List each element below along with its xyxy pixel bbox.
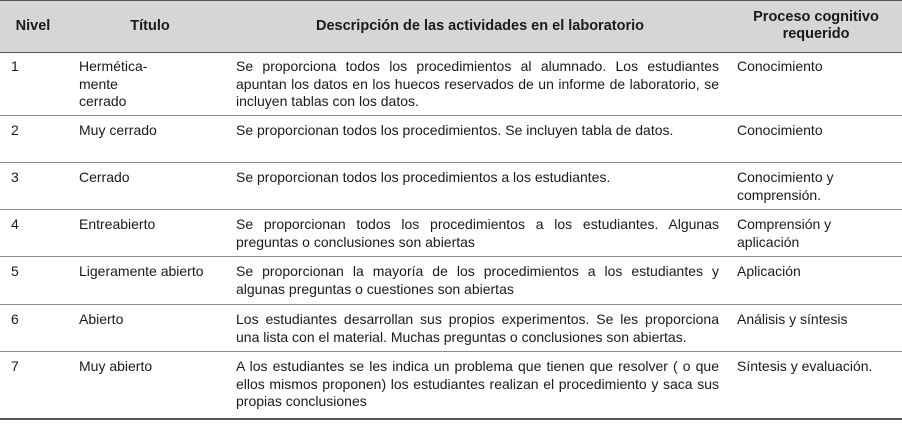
header-nivel: Nivel: [15, 18, 51, 34]
table-row: [0, 352, 902, 420]
header-descripcion: Descripción de las actividades en el laboratorio: [316, 18, 644, 34]
cell-nivel: 5: [11, 263, 19, 279]
header-proceso: Proceso cognitivo requerido: [753, 9, 879, 42]
table-row: [0, 257, 902, 305]
cell-titulo: Abierto: [79, 311, 124, 327]
cell-nivel: 2: [11, 122, 19, 138]
cell-titulo: Hermética- mente cerrado: [79, 58, 148, 109]
cell-proceso: Comprensión y aplicación: [737, 216, 832, 250]
table-row: [0, 163, 902, 210]
cell-proceso: Análisis y síntesis: [737, 311, 848, 327]
cell-titulo: Muy cerrado: [79, 122, 157, 138]
cell-nivel: 4: [11, 216, 19, 232]
cell-titulo: Entreabierto: [79, 216, 156, 232]
cell-titulo: Muy abierto: [79, 358, 153, 374]
cell-nivel: 1: [11, 58, 19, 74]
table-row: [0, 52, 902, 116]
cell-descripcion: Se proporcionan todos los procedimientos a los estudiantes.: [236, 169, 611, 185]
cell-descripcion: Los estudiantes desarrollan sus propios experimentos. Se les proporciona una lista con el material. Muchas preguntas o conclusiones son abiertas.: [236, 311, 719, 345]
cell-descripcion: Se proporcionan todos los procedimientos a los estudiantes. Algunas preguntas o conclusiones son abiertas: [236, 216, 719, 250]
table-row: [0, 116, 902, 163]
cell-titulo: Cerrado: [79, 169, 130, 185]
cell-proceso: Conocimiento y comprensión.: [737, 169, 834, 203]
header-titulo: Título: [130, 18, 170, 34]
cell-descripcion: Se proporcionan todos los procedimientos. Se incluyen tabla de datos.: [236, 122, 674, 138]
cell-proceso: Conocimiento: [737, 58, 823, 74]
cell-nivel: 7: [11, 358, 19, 374]
cell-descripcion: A los estudiantes se les indica un problema que tienen que resolver ( o que ellos mismos proponen) los estudiantes realizan el procedimiento y saca sus propias conclusiones: [236, 358, 719, 409]
cell-descripcion: Se proporcionan la mayoría de los procedimientos a los estudiantes y algunas preguntas o cuestiones son abiertas: [236, 263, 719, 297]
cell-proceso: Síntesis y evaluación.: [737, 358, 873, 374]
cell-proceso: Conocimiento: [737, 122, 823, 138]
table-header-row: [0, 0, 902, 53]
cell-nivel: 3: [11, 169, 19, 185]
table-row: [0, 305, 902, 352]
cell-nivel: 6: [11, 311, 19, 327]
cell-proceso: Aplicación: [737, 263, 801, 279]
cell-titulo: Ligeramente abierto: [79, 263, 204, 279]
cell-descripcion: Se proporciona todos los procedimientos al alumnado. Los estudiantes apuntan los datos en los huecos reservados de un informe de laboratorio, se incluyen tablas con los datos.: [236, 58, 719, 109]
table-row: [0, 210, 902, 257]
